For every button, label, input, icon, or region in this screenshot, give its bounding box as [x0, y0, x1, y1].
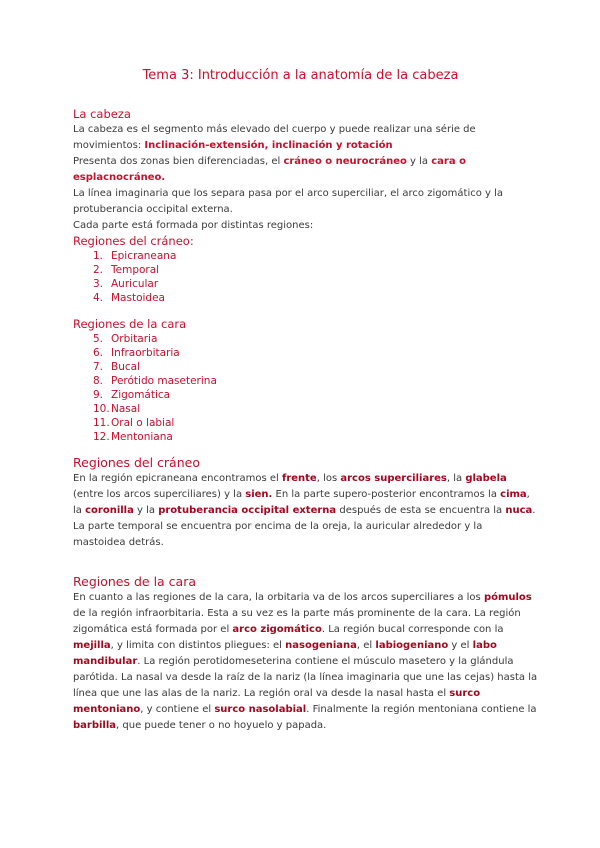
list-item: 1. Epicraneana [93, 250, 177, 262]
list-item: 6. Infraorbitaria [93, 347, 180, 359]
list-item: 11.Oral o labial [93, 417, 175, 429]
document-page [73, 68, 538, 734]
section-heading-regiones-craneo: Regiones del cráneo [73, 455, 200, 470]
list-item: 10.Nasal [93, 403, 141, 415]
skull-regions-list [73, 249, 538, 305]
paragraph-face-regions: En cuanto a las regiones de la cara, la orbitaria va de los arcos superciliares a los pómulos de la región infraorbitaria. Esta a su vez es la parte más prominente de la cara. La región zigomática está formada por el arco zigomático. La región bucal corresponde con la mejilla, y limita con distintos pliegues: el nasogeniana, el labiogeniano y el labo mandibular. La región perotidomeseterina contiene el músculo masetero y la glándula parótida. La nasal va desde la raíz de la nariz (la línea imaginaria que une las cejas) hasta la línea que une las alas de la nariz. La región oral va desde la nasal hasta el surco mentoniano, y contiene el surco nasolabial. Finalmente la región mentoniana contiene la barbilla, que puede tener o no hoyuelo y papada. [73, 592, 538, 731]
list-item: 7. Bucal [93, 361, 140, 373]
skull-list-heading: Regiones del cráneo: [73, 234, 194, 248]
list-item: 9. Zigomática [93, 389, 171, 401]
list-item: 2. Temporal [93, 264, 160, 276]
list-item: 5. Orbitaria [93, 333, 158, 345]
face-regions-list [73, 332, 538, 444]
list-item: 12.Mentoniana [93, 431, 173, 443]
list-item: 4. Mastoidea [93, 292, 165, 304]
paragraph-movements: La cabeza es el segmento más elevado del cuerpo y puede realizar una série de movimientos: Inclinación-extensión, inclinación y rotación [73, 124, 476, 151]
paragraph-imaginary-line: La línea imaginaria que los separa pasa por el arco superciliar, el arco zigomático y la protuberancia occipital externa. [73, 188, 504, 215]
document-title: Tema 3: Introducción a la anatomía de la cabeza [142, 68, 459, 83]
paragraph-regions-intro: Cada parte está formada por distintas regiones: [73, 220, 314, 231]
section-heading-la-cabeza: La cabeza [73, 107, 131, 121]
list-item: 3. Auricular [93, 278, 159, 290]
list-item: 8. Perótido maseterina [93, 375, 217, 387]
paragraph-zones: Presenta dos zonas bien diferenciadas, el cráneo o neurocráneo y la cara o esplacnocráneo. [73, 156, 466, 183]
section-heading-regiones-cara: Regiones de la cara [73, 574, 197, 589]
face-list-heading: Regiones de la cara [73, 317, 187, 331]
paragraph-skull-regions: En la región epicraneana encontramos el frente, los arcos superciliares, la glabela (entre los arcos superciliares) y la sien. En la parte supero-posterior encontramos la cima, la coronilla y la protuberancia occipital externa después de esta se encuentra la nuca. La parte temporal se encuentra por encima de la oreja, la auricular alrededor y la mastoidea detrás. [73, 473, 536, 548]
